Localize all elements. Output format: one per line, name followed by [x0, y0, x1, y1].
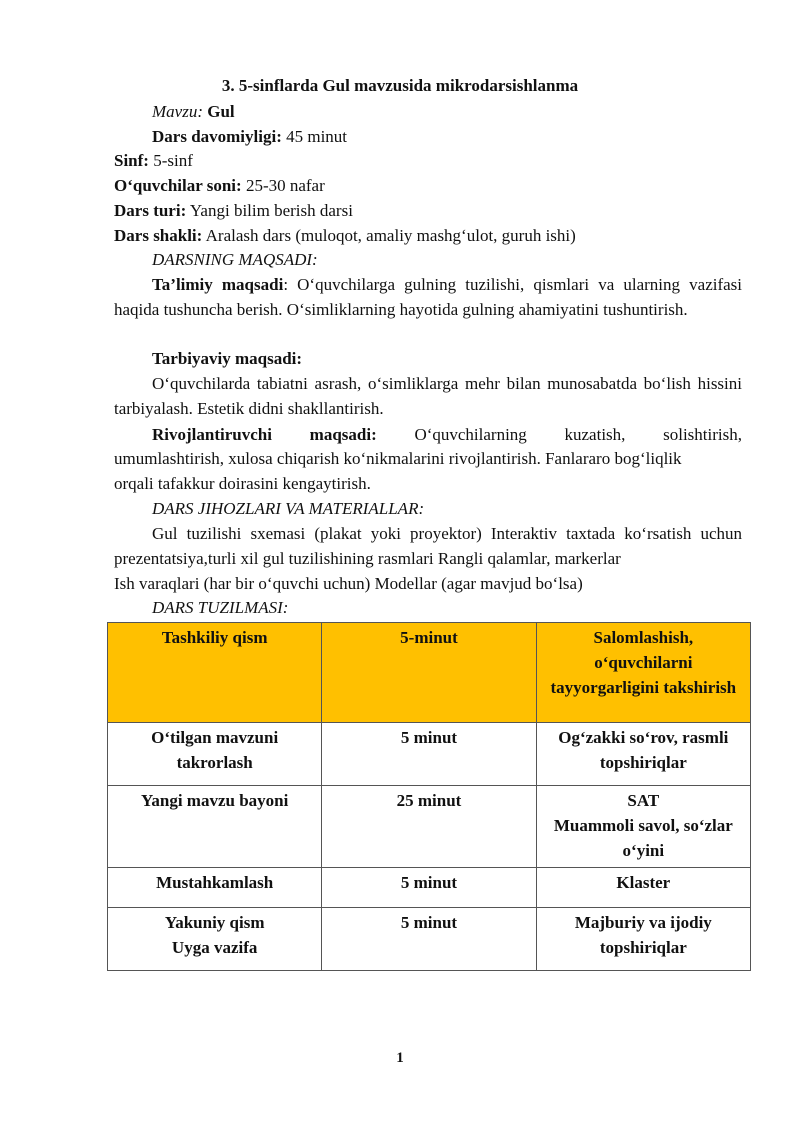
- developmental-goal-line-1: [152, 424, 742, 446]
- students-value: 25-30 nafar: [245, 176, 325, 195]
- table-cell-stage: Mustahkamlash: [108, 868, 322, 908]
- upbringing-goal-heading: [152, 348, 302, 370]
- developmental-goal-label-1: Rivojlantiruvchi: [152, 425, 272, 444]
- lesson-structure-table: [107, 622, 751, 971]
- upbringing-goal-paragraph: O‘quvchilarda tabiatni asrash, o‘simliklarga mehr bilan munosabatda bo‘lish hissini tarbiyalash. Estetik didni shakllantirish.: [114, 374, 742, 418]
- duration-label: Dars davomiyligi:: [152, 127, 282, 146]
- students-line: [114, 175, 325, 197]
- page-number: 1: [396, 1050, 404, 1066]
- topic-value: Gul: [207, 102, 235, 121]
- lesson-type-value: Yangi bilim berish darsi: [189, 201, 353, 220]
- table-cell-time: 5-minut: [322, 623, 536, 723]
- educational-goal-text: : O‘quvchilarga gulning tuzilishi, qismlari va ularning vazifasi haqida tushuncha berish. O‘simliklarning hayotida gulning ahamiyatini tushuntirish.: [114, 275, 743, 319]
- duration-line: [152, 126, 347, 148]
- goals-heading-text: DARSNING MAQSADI:: [152, 250, 318, 269]
- class-line: [114, 150, 193, 172]
- activity-description: Muammoli savol, so‘zlar o‘yini: [553, 816, 733, 860]
- table-row: [108, 908, 751, 971]
- table-row: [108, 723, 751, 786]
- topic-label: Mavzu:: [152, 102, 203, 121]
- table-cell-stage: Tashkiliy qism: [108, 623, 322, 723]
- document-title: 3. 5-sinflarda Gul mavzusida mikrodarsishlanma: [221, 76, 579, 95]
- table-cell-activity: Majburiy va ijodiy topshiriqlar: [536, 908, 750, 971]
- materials-heading: [152, 498, 424, 520]
- table-row: [108, 868, 751, 908]
- lesson-type-line: [114, 200, 353, 222]
- table-row: [108, 786, 751, 868]
- developmental-goal-label-2: maqsadi:: [309, 425, 377, 444]
- class-value: 5-sinf: [153, 151, 193, 170]
- materials-line-2: Ish varaqlari (har bir o‘quvchi uchun) Modellar (agar mavjud bo‘lsa): [114, 574, 583, 593]
- developmental-goal-line-2: umumlashtirish, xulosa chiqarish ko‘nikmalarini rivojlantirish. Fanlararo bog‘liqlik: [114, 449, 682, 468]
- educational-goal-paragraph: [114, 273, 742, 322]
- table-cell-time: 5 minut: [322, 908, 536, 971]
- class-label: Sinf:: [114, 151, 149, 170]
- upbringing-goal-label: Tarbiyaviy maqsadi:: [152, 349, 303, 368]
- developmental-goal-line-3: orqali tafakkur doirasini kengaytirish.: [114, 474, 371, 493]
- table-cell-activity: [536, 786, 750, 868]
- developmental-word-3: solishtirish,: [663, 425, 742, 444]
- goals-heading: [152, 249, 318, 271]
- table-cell-stage: Yangi mavzu bayoni: [108, 786, 322, 868]
- lesson-form-label: Dars shakli:: [114, 226, 203, 245]
- materials-paragraph: [114, 522, 742, 571]
- topic-line: [152, 101, 235, 123]
- table-cell-time: 25 minut: [322, 786, 536, 868]
- students-label: O‘quvchilar soni:: [114, 176, 242, 195]
- lesson-type-label: Dars turi:: [114, 201, 187, 220]
- structure-heading-text: DARS TUZILMASI:: [152, 598, 289, 617]
- materials-text: Gul tuzilishi sxemasi (plakat yoki proyektor) Interaktiv taxtada ko‘rsatish uchun prezentatsiya,turli xil gul tuzilishining rasmlari Rangli qalamlar, markerlar: [114, 524, 742, 568]
- stage-name: Yakuniy qism: [164, 913, 265, 932]
- table-row: [108, 623, 751, 723]
- lesson-form-line: [114, 225, 576, 247]
- developmental-word-2: kuzatish,: [564, 425, 626, 444]
- table-cell-time: 5 minut: [322, 723, 536, 786]
- table-cell-activity: Klaster: [536, 868, 750, 908]
- table-cell-stage: O‘tilgan mavzuni takrorlash: [108, 723, 322, 786]
- table-cell-time: 5 minut: [322, 868, 536, 908]
- activity-method: SAT: [627, 791, 660, 810]
- duration-value: 45 minut: [286, 127, 348, 146]
- developmental-word-1: O‘quvchilarning: [414, 425, 527, 444]
- table-cell-activity: Salomlashish, o‘quvchilarni tayyorgarligini takshirish: [536, 623, 750, 723]
- lesson-form-value: Aralash dars (muloqot, amaliy mashg‘ulot, guruh ishi): [205, 226, 576, 245]
- table-cell-stage: [108, 908, 322, 971]
- structure-heading: [152, 597, 288, 619]
- stage-homework: Uyga vazifa: [171, 938, 258, 957]
- educational-goal-label: Ta’limiy maqsadi: [152, 275, 284, 294]
- materials-heading-text: DARS JIHOZLARI VA MATERIALLAR:: [152, 499, 425, 518]
- table-cell-activity: Og‘zakki so‘rov, rasmli topshiriqlar: [536, 723, 750, 786]
